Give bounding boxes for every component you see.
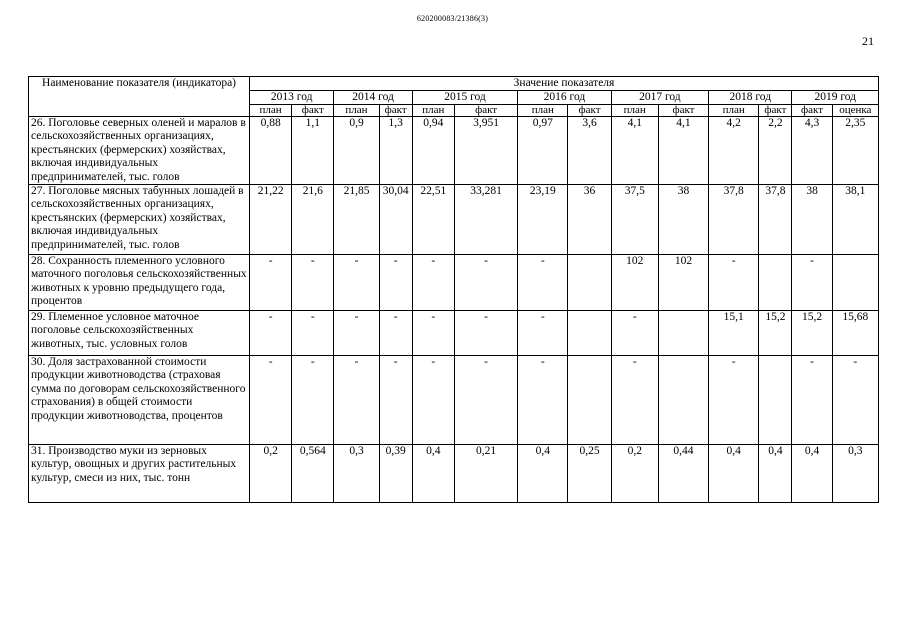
subheader-cell: факт	[792, 105, 832, 117]
indicator-name: 27. Поголовье мясных табунных лошадей в сельскохозяйственных организациях, крестьянских (фермерских) хозяйствах, включая индивидуальных предпринимателей, тыс. голов	[29, 185, 250, 255]
value-cell: 38	[792, 185, 832, 255]
value-cell: 15,2	[792, 311, 832, 356]
indicator-name: 31. Производство муки из зерновых культур, овощных и других растительных культур, смеси из них, тыс. тонн	[29, 445, 250, 503]
year-header: 2019 год	[792, 91, 879, 105]
value-cell: 4,1	[611, 117, 658, 185]
indicator-name: 26. Поголовье северных оленей и маралов в сельскохозяйственных организациях, крестьянских (фермерских) хозяйствах, включая индивидуальных предпринимателей, тыс. голов	[29, 117, 250, 185]
value-cell: -	[412, 311, 454, 356]
value-cell: -	[292, 255, 334, 311]
indicators-table	[28, 76, 879, 503]
value-cell: -	[454, 311, 517, 356]
table-row	[29, 445, 879, 503]
value-cell: 22,51	[412, 185, 454, 255]
value-cell: 38,1	[832, 185, 878, 255]
value-cell: 4,3	[792, 117, 832, 185]
year-header: 2017 год	[611, 91, 708, 105]
value-cell: -	[792, 255, 832, 311]
value-cell: 4,2	[709, 117, 759, 185]
value-cell: -	[518, 311, 568, 356]
value-cell: 0,564	[292, 445, 334, 503]
subheader-cell: план	[334, 105, 379, 117]
value-cell: 102	[658, 255, 708, 311]
name-column-header: Наименование показателя (индикатора)	[29, 77, 250, 117]
year-header: 2018 год	[709, 91, 792, 105]
value-cell: -	[379, 255, 412, 311]
value-cell: 33,281	[454, 185, 517, 255]
table-row	[29, 255, 879, 311]
value-cell: 36	[568, 185, 611, 255]
value-cell: 38	[658, 185, 708, 255]
table-row	[29, 356, 879, 445]
value-cell: 102	[611, 255, 658, 311]
value-cell: 21,6	[292, 185, 334, 255]
value-cell: 0,4	[412, 445, 454, 503]
table-row	[29, 117, 879, 185]
value-cell: -	[709, 255, 759, 311]
value-cell: 0,2	[250, 445, 292, 503]
indicator-name: 30. Доля застрахованной стоимости продукции животноводства (страховая сумма по договорам сельскохозяйственного страхования) в общей стоимости продукции животноводства, процентов	[29, 356, 250, 445]
value-column-header: Значение показателя	[250, 77, 879, 91]
value-cell: 0,4	[792, 445, 832, 503]
value-cell: 3,951	[454, 117, 517, 185]
value-cell: 0,25	[568, 445, 611, 503]
subheader-cell: план	[250, 105, 292, 117]
value-cell: -	[334, 255, 379, 311]
value-cell: 15,1	[709, 311, 759, 356]
value-cell: 0,3	[334, 445, 379, 503]
value-cell: -	[709, 356, 759, 445]
value-cell: -	[250, 255, 292, 311]
value-cell: -	[292, 311, 334, 356]
value-cell: -	[454, 356, 517, 445]
value-cell	[759, 356, 792, 445]
value-cell: -	[518, 356, 568, 445]
subheader-cell: факт	[454, 105, 517, 117]
indicator-name: 28. Сохранность племенного условного маточного поголовья сельскохозяйственных животных к уровню предыдущего года, процентов	[29, 255, 250, 311]
value-cell: 1,3	[379, 117, 412, 185]
subheader-cell: факт	[292, 105, 334, 117]
value-cell: 0,4	[759, 445, 792, 503]
value-cell: -	[611, 356, 658, 445]
value-cell: 37,8	[709, 185, 759, 255]
value-cell	[568, 311, 611, 356]
value-cell: 1,1	[292, 117, 334, 185]
subheader-cell: факт	[658, 105, 708, 117]
value-cell: 15,2	[759, 311, 792, 356]
value-cell: -	[792, 356, 832, 445]
value-cell: 0,3	[832, 445, 878, 503]
subheader-cell: факт	[759, 105, 792, 117]
subheader-cell: план	[709, 105, 759, 117]
value-cell: 0,39	[379, 445, 412, 503]
value-cell: 15,68	[832, 311, 878, 356]
value-cell: 2,2	[759, 117, 792, 185]
value-cell: 0,94	[412, 117, 454, 185]
value-cell: -	[518, 255, 568, 311]
value-cell: 0,2	[611, 445, 658, 503]
value-cell: 2,35	[832, 117, 878, 185]
subheader-cell: план	[518, 105, 568, 117]
value-cell: -	[379, 311, 412, 356]
value-cell	[568, 356, 611, 445]
document-id: 620200083/21386(3)	[416, 14, 489, 23]
value-cell: -	[334, 356, 379, 445]
value-cell	[568, 255, 611, 311]
table-row	[29, 185, 879, 255]
year-header: 2013 год	[250, 91, 334, 105]
value-cell: -	[334, 311, 379, 356]
value-cell: 0,97	[518, 117, 568, 185]
value-cell: 0,21	[454, 445, 517, 503]
value-cell: 4,1	[658, 117, 708, 185]
subheader-cell: план	[611, 105, 658, 117]
value-cell: -	[379, 356, 412, 445]
value-cell: 37,5	[611, 185, 658, 255]
page-number: 21	[862, 34, 874, 48]
value-cell: -	[250, 311, 292, 356]
year-header: 2016 год	[518, 91, 611, 105]
value-cell	[658, 356, 708, 445]
value-cell: 0,88	[250, 117, 292, 185]
subheader-cell: оценка	[832, 105, 878, 117]
value-cell: 0,4	[518, 445, 568, 503]
subheader-cell: план	[412, 105, 454, 117]
value-cell: 23,19	[518, 185, 568, 255]
value-cell: -	[412, 255, 454, 311]
subheader-cell: факт	[568, 105, 611, 117]
table-row	[29, 311, 879, 356]
value-cell: 0,44	[658, 445, 708, 503]
year-header: 2015 год	[412, 91, 517, 105]
value-cell: 0,4	[709, 445, 759, 503]
value-cell: 3,6	[568, 117, 611, 185]
value-cell: 37,8	[759, 185, 792, 255]
year-header: 2014 год	[334, 91, 412, 105]
value-cell: -	[611, 311, 658, 356]
value-cell: -	[412, 356, 454, 445]
indicator-name: 29. Племенное условное маточное поголовье сельскохозяйственных животных, тыс. условных голов	[29, 311, 250, 356]
value-cell: -	[250, 356, 292, 445]
value-cell: 0,9	[334, 117, 379, 185]
value-cell: -	[292, 356, 334, 445]
value-cell: -	[832, 356, 878, 445]
value-cell	[832, 255, 878, 311]
value-cell: -	[454, 255, 517, 311]
value-cell	[759, 255, 792, 311]
value-cell: 21,22	[250, 185, 292, 255]
value-cell: 30,04	[379, 185, 412, 255]
subheader-cell: факт	[379, 105, 412, 117]
value-cell: 21,85	[334, 185, 379, 255]
value-cell	[658, 311, 708, 356]
